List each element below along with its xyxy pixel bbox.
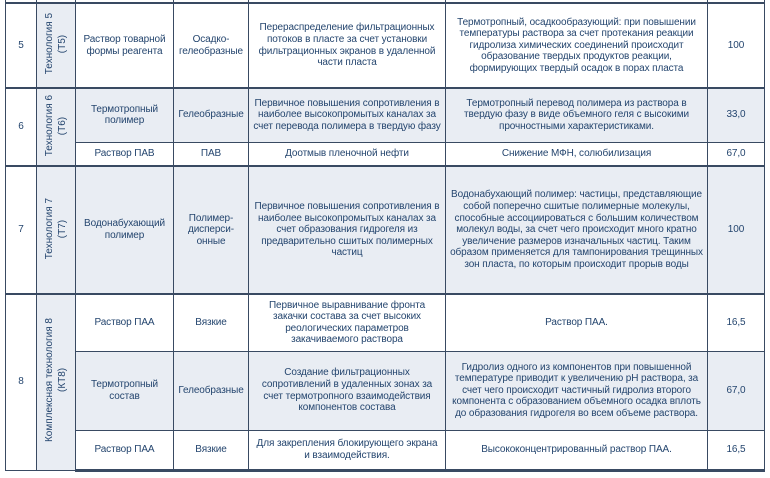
cell-mechanism: Для закрепления блокирующего экрана и взаимодействия. <box>249 430 446 470</box>
technology-label: Технология 7 <box>44 197 55 259</box>
cell-description: Гидролиз одного из компонентов при повышенной температуре приводит к увеличению pH раствора, за счет чего происходит частичный гидролиз второго компонента с образованием объемного осадка вплоть до образования гидрогеля во всем объеме раствора. <box>446 351 708 430</box>
cell-reagent: Раствор товарной формы реагента <box>76 3 174 88</box>
technology-abbr: (Т7) <box>57 219 68 238</box>
cell-value: 67,0 <box>708 351 765 430</box>
cell-mechanism: Перераспределение фильтрационных потоков в пласте за счет установки фильтрационных экранов в удаленной части пласта <box>249 3 446 88</box>
cell-reagent: Раствор ПАА <box>76 294 174 351</box>
technology-abbr: (КТ8) <box>57 368 68 393</box>
cell-description: Водонабухающий полимер: частицы, представляющие собой поперечно сшитые полимерные молекулы, способные ассоциироваться с большим количеством молекул воды, за счет чего происходит много кратно увеличение размеров изначальных частиц. Таким образом применяется для тампонирования трещинных зон пласта, по которым происходит прорыв воды <box>446 166 708 294</box>
cell-mechanism: Создание фильтрационных сопротивлений в удаленных зонах за счет термотропного взаимодействия компонентов состава <box>249 351 446 430</box>
technology-abbr: (Т6) <box>57 116 68 135</box>
cell-description: Раствор ПАА. <box>446 294 708 351</box>
cell-type: Осадко-гелеобразные <box>174 3 249 88</box>
cell-value: 67,0 <box>708 142 765 166</box>
cell-technology-number: 7 <box>6 166 37 294</box>
cell-value: 33,0 <box>708 88 765 142</box>
technology-label: Комплексная технология 8 <box>44 318 55 443</box>
cell-technology-name <box>37 166 76 294</box>
cell-mechanism: Доотмыв пленочной нефти <box>249 142 446 166</box>
cell-technology-name <box>37 88 76 166</box>
cell-technology-name <box>37 294 76 470</box>
cell-reagent: Раствор ПАВ <box>76 142 174 166</box>
cell-reagent: Термотропный состав <box>76 351 174 430</box>
cell-reagent: Термотропный полимер <box>76 88 174 142</box>
technology-label: Технология 6 <box>44 94 55 156</box>
cell-description: Высококонцентрированный раствор ПАА. <box>446 430 708 470</box>
cell-value: 16,5 <box>708 294 765 351</box>
cell-description: Термотропный, осадкообразующий: при повышении температуры раствора за счет протекания реакции гидролиза химических соединений происходит образование твердых продуктов реакции, формирующих твердый осадок в порах пласта <box>446 3 708 88</box>
cell-reagent: Раствор ПАА <box>76 430 174 470</box>
cell-mechanism: Первичное повышения сопротивления в наиболее высокопромытых каналах за счет образования гидрогеля из предварительно сшитых полимерных частиц <box>249 166 446 294</box>
table-row <box>6 430 765 470</box>
cell-type: Вязкие <box>174 294 249 351</box>
table-row <box>6 88 765 142</box>
technology-abbr: (Т5) <box>57 34 68 53</box>
table-row <box>6 351 765 430</box>
cell-mechanism: Первичное повышения сопротивления в наиболее высокопромытых каналах за счет перевода полимера в твердую фазу <box>249 88 446 142</box>
cell-technology-number: 8 <box>6 294 37 470</box>
cell-type: ПАВ <box>174 142 249 166</box>
cell-technology-name <box>37 3 76 88</box>
cell-type: Гелеобразные <box>174 351 249 430</box>
cell-mechanism: Первичное выравнивание фронта закачки состава за счет высоких реологических параметров закачиваемого раствора <box>249 294 446 351</box>
cell-value: 100 <box>708 3 765 88</box>
cell-technology-number: 6 <box>6 88 37 166</box>
table-row <box>6 166 765 294</box>
cell-value: 16,5 <box>708 430 765 470</box>
cell-value: 100 <box>708 166 765 294</box>
cell-technology-number: 5 <box>6 3 37 88</box>
table-row <box>6 142 765 166</box>
cell-type: Полимер-дисперсионные <box>174 166 249 294</box>
technologies-table-body <box>6 0 765 470</box>
table-row <box>6 3 765 88</box>
technologies-table <box>5 0 765 472</box>
cell-type: Вязкие <box>174 430 249 470</box>
cell-reagent: Водонабухающий полимер <box>76 166 174 294</box>
cell-type: Гелеобразные <box>174 88 249 142</box>
technology-label: Технология 5 <box>44 13 55 75</box>
table-row <box>6 294 765 351</box>
cell-description: Снижение МФН, солюбилизация <box>446 142 708 166</box>
cell-description: Термотропный перевод полимера из раствора в твердую фазу в виде объемного геля с высокими прочностными характеристиками. <box>446 88 708 142</box>
